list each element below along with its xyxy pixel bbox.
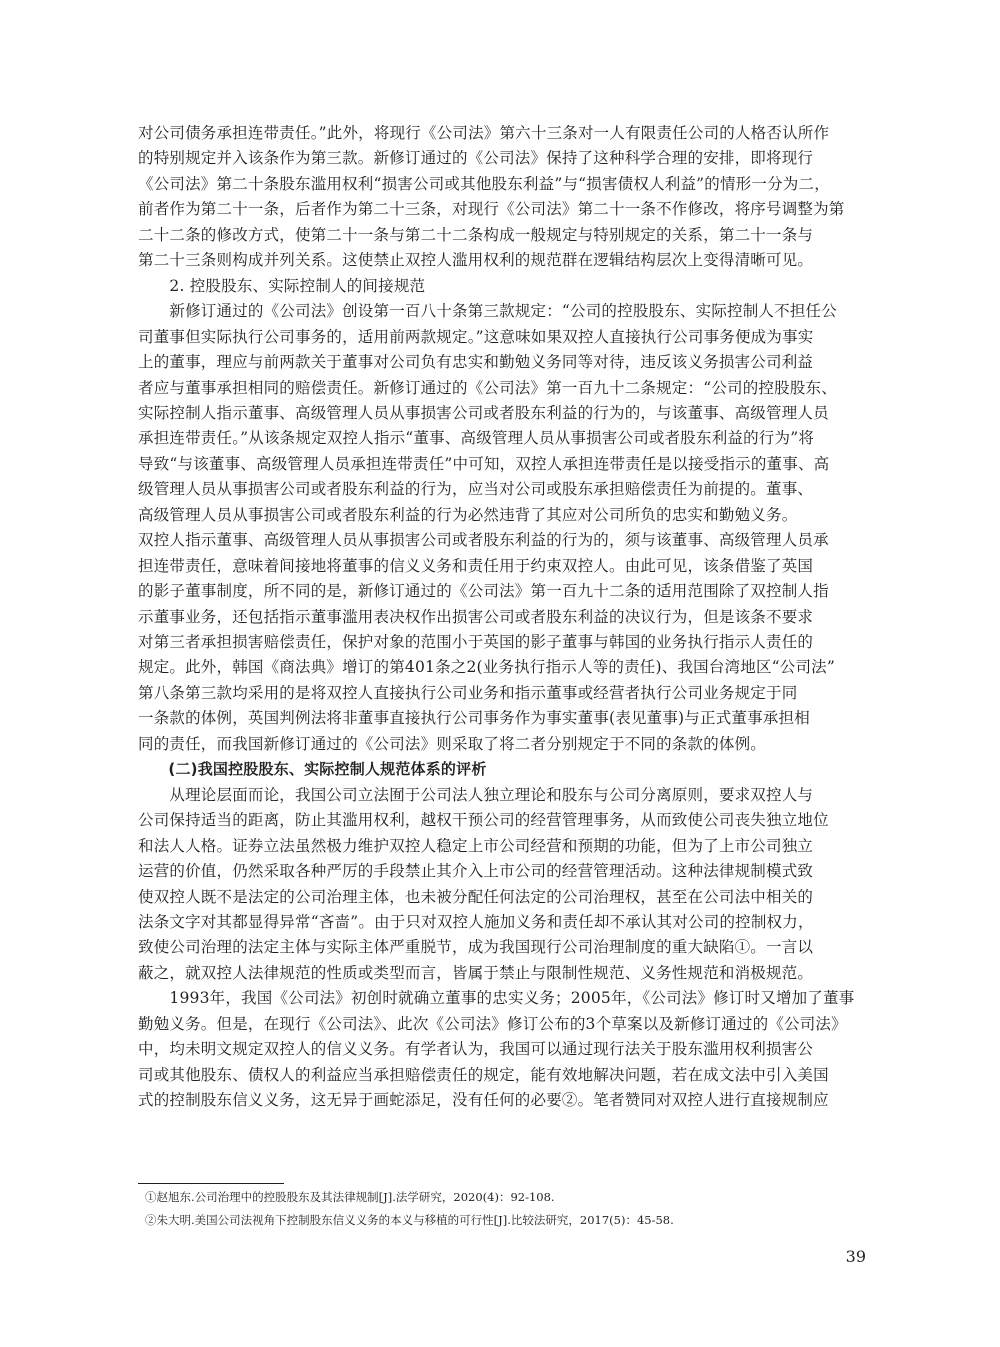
footnote-2: ②朱大明.美国公司法视角下控制股东信义义务的本义与移植的可行性[J].比较法研究，2017(5)：45-58.: [145, 1213, 674, 1227]
text-line: 运营的价值，仍然采取各种严厉的手段禁止其介入上市公司的经营管理活动。这种法律规制模式致: [138, 862, 814, 881]
text-line: 实际控制人指示董事、高级管理人员从事损害公司或者股东利益的行为的，与该董事、高级管理人员: [138, 403, 829, 422]
text-line: 双控人指示董事、高级管理人员从事损害公司或者股东利益的行为的，须与该董事、高级管理人员承: [138, 531, 829, 550]
text-line: 高级管理人员从事损害公司或者股东利益的行为必然违背了其应对公司所负的忠实和勤勉义务。: [138, 505, 798, 524]
text-line: 第二十三条则构成并列关系。这使禁止双控人滥用权利的规范群在逻辑结构层次上变得清晰可见。: [138, 251, 814, 270]
text-line: 司董事但实际执行公司事务的，适用前两款规定。”这意味如果双控人直接执行公司事务便成为事实: [138, 327, 814, 346]
text-line: 的特别规定并入该条作为第三款。新修订通过的《公司法》保持了这种科学合理的安排，即将现行: [138, 149, 814, 168]
text-line: 2. 控股股东、实际控制人的间接规范: [138, 276, 426, 295]
text-line: 式的控制股东信义义务，这无异于画蛇添足，没有任何的必要②。笔者赞同对双控人进行直接规制应: [138, 1091, 829, 1110]
text-line: 示董事业务，还包括指示董事滥用表决权作出损害公司或者股东利益的决议行为，但是该条不要求: [138, 607, 814, 626]
text-line: 级管理人员从事损害公司或者股东利益的行为，应当对公司或股东承担赔偿责任为前提的。董事、: [138, 480, 814, 499]
text-line: 上的董事，理应与前两款关于董事对公司负有忠实和勤勉义务同等对待，违反该义务损害公司利益: [138, 353, 814, 372]
footnote-divider: [138, 1183, 284, 1184]
text-line: 司或其他股东、债权人的利益应当承担赔偿责任的规定，能有效地解决问题，若在成文法中引入美国: [138, 1065, 829, 1084]
text-line: 1993年，我国《公司法》初创时就确立董事的忠实义务；2005年，《公司法》修订时又增加了董事: [138, 989, 855, 1008]
text-line: 使双控人既不是法定的公司治理主体，也未被分配任何法定的公司治理权，甚至在公司法中相关的: [138, 887, 814, 906]
text-line: 致使公司治理的法定主体与实际主体严重脱节，成为我国现行公司治理制度的重大缺陷①。一言以: [138, 938, 814, 957]
text-line: 前者作为第二十一条，后者作为第二十三条，对现行《公司法》第二十一条不作修改，将序号调整为第: [138, 200, 845, 219]
text-line: 同的责任，而我国新修订通过的《公司法》则采取了将二者分别规定于不同的条款的体例。: [138, 734, 767, 753]
text-line: 者应与董事承担相同的赔偿责任。新修订通过的《公司法》第一百九十二条规定：“公司的控股股东、: [138, 378, 837, 397]
text-line: 从理论层面而论，我国公司立法囿于公司法人独立理论和股东与公司分离原则，要求双控人与: [138, 785, 814, 804]
footnote-1: ①赵旭东.公司治理中的控股股东及其法律规制[J].法学研究，2020(4)：92-108.: [145, 1190, 555, 1204]
text-line: 二十二条的修改方式，使第二十一条与第二十二条构成一般规定与特别规定的关系，第二十一条与: [138, 225, 814, 244]
text-line: 和法人人格。证券立法虽然极力维护双控人稳定上市公司经营和预期的功能，但为了上市公司独立: [138, 836, 814, 855]
text-line: 担连带责任，意味着间接地将董事的信义义务和责任用于约束双控人。由此可见，该条借鉴了英国: [138, 556, 814, 575]
text-line: 中，均未明文规定双控人的信义义务。有学者认为，我国可以通过现行法关于股东滥用权利损害公: [138, 1040, 814, 1059]
text-line: 的影子董事制度，所不同的是，新修订通过的《公司法》第一百九十二条的适用范围除了双控制人指: [138, 582, 829, 601]
text-line: 一条款的体例，英国判例法将非董事直接执行公司事务作为事实董事(表见董事)与正式董事承担相: [138, 709, 810, 728]
text-line: 对第三者承担损害赔偿责任，保护对象的范围小于英国的影子董事与韩国的业务执行指示人责任的: [138, 633, 814, 651]
text-line: 新修订通过的《公司法》创设第一百八十条第三款规定：“公司的控股股东、实际控制人不担任公: [138, 302, 837, 321]
text-line: 蔽之，就双控人法律规范的性质或类型而言，皆属于禁止与限制性规范、义务性规范和消极规范。: [138, 963, 814, 982]
text-line: 勤勉义务。但是，在现行《公司法》、此次《公司法》修订公布的3个草案以及新修订通过的《公司法》: [138, 1014, 847, 1033]
text-line: 公司保持适当的距离，防止其滥用权利，越权干预公司的经营管理事务，从而致使公司丧失独立地位: [138, 811, 829, 830]
page-number: 39: [845, 1247, 866, 1266]
text-line: 《公司法》第二十条股东滥用权利“损害公司或其他股东利益”与“损害债权人利益”的情形一分为二，: [138, 174, 830, 193]
text-line: 导致“与该董事、高级管理人员承担连带责任”中可知，双控人承担连带责任是以接受指示的董事、高: [138, 454, 830, 473]
text-line: (二)我国控股股东、实际控制人规范体系的评析: [138, 760, 487, 779]
text-line: 第八条第三款均采用的是将双控人直接执行公司业务和指示董事或经营者执行公司业务规定于同: [138, 683, 798, 702]
text-line: 承担连带责任。”从该条规定双控人指示“董事、高级管理人员从事损害公司或者股东利益的行为”将: [138, 429, 815, 448]
text-line: 法条文字对其都显得异常“吝啬”。由于只对双控人施加义务和责任却不承认其对公司的控制权力，: [138, 912, 814, 931]
text-line: 规定。此外，韩国《商法典》增订的第401条之2(业务执行指示人等的责任)、我国台湾地区“公司法”: [138, 658, 835, 677]
text-line: 对公司债务承担连带责任。”此外，将现行《公司法》第六十三条对一人有限责任公司的人格否认所作: [138, 124, 830, 142]
